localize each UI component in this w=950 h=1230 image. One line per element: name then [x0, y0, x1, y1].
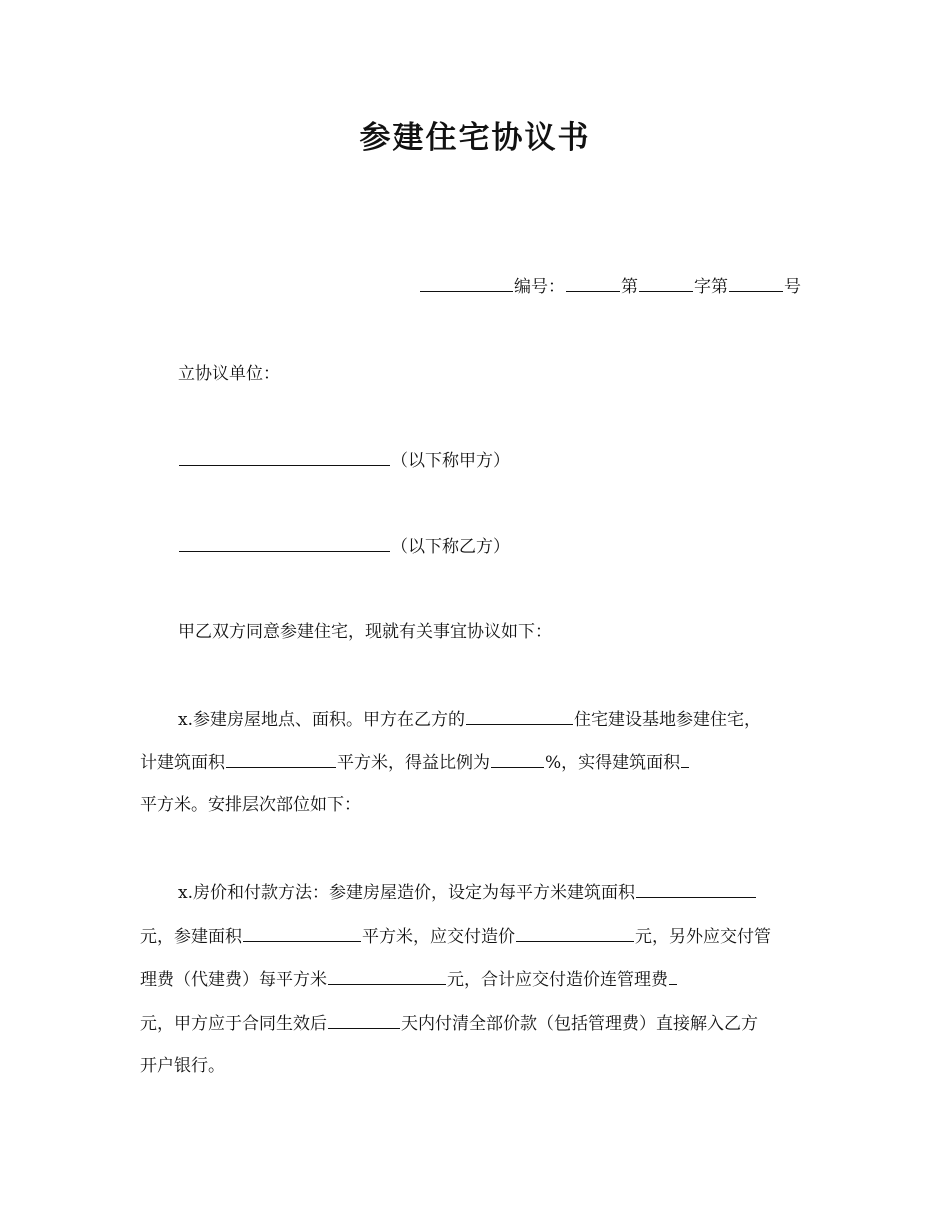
party-a-suffix: （以下称甲方） — [391, 451, 510, 471]
clause2-line2 — [140, 922, 771, 950]
clause2-line4 — [140, 1009, 758, 1037]
clause2-text-7: 元，甲方应于合同生效后 — [140, 1014, 327, 1034]
clause2-text-2: 元，参建面积 — [140, 927, 242, 947]
clause2-text-3: 平方米，应交付造价 — [362, 927, 515, 947]
number-label: 编号： — [514, 277, 565, 297]
blank-number-2[interactable] — [639, 272, 693, 292]
blank-number-1[interactable] — [566, 272, 620, 292]
number-hao: 号 — [784, 277, 801, 297]
blank-prefix[interactable] — [420, 272, 513, 292]
blank-number-3[interactable] — [729, 272, 783, 292]
clause2-line1 — [178, 878, 757, 906]
party-a-line — [178, 446, 510, 474]
clause2-line5: 开户银行。 — [140, 1056, 225, 1076]
number-line — [419, 272, 801, 300]
blank-total-cost[interactable] — [516, 922, 634, 942]
party-b-line — [178, 532, 510, 560]
document-title: 参建住宅协议书 — [359, 120, 591, 156]
blank-unit-price[interactable] — [636, 878, 756, 898]
blank-area[interactable] — [226, 748, 336, 768]
clause1-text-3: 计建筑面积 — [140, 753, 225, 773]
clause1-text-5: %，实得建筑面积 — [545, 753, 681, 773]
clause2-text-8: 天内付清全部价款（包括管理费）直接解入乙方 — [401, 1014, 758, 1034]
clause1-line1 — [178, 705, 761, 733]
blank-grand-total[interactable] — [669, 965, 677, 985]
clause1-line3: 平方米。安排层次部位如下： — [140, 795, 361, 815]
clause1-text-1: x.参建房屋地点、面积。甲方在乙方的 — [178, 710, 465, 730]
blank-ratio[interactable] — [491, 748, 544, 768]
clause2-text-6: 元，合计应交付造价连管理费 — [447, 970, 668, 990]
clause1-text-2: 住宅建设基地参建住宅， — [574, 710, 761, 730]
clause1-text-4: 平方米，得益比例为 — [337, 753, 490, 773]
blank-participate-area[interactable] — [243, 922, 361, 942]
number-zidi: 字第 — [694, 277, 728, 297]
clause2-text-5: 理费（代建费）每平方米 — [140, 970, 327, 990]
clause1-line2 — [140, 748, 690, 776]
parties-label: 立协议单位： — [178, 364, 280, 384]
number-di: 第 — [621, 277, 638, 297]
blank-days[interactable] — [328, 1009, 400, 1029]
clause2-line3 — [140, 965, 678, 993]
blank-party-a[interactable] — [179, 446, 390, 466]
intro-text: 甲乙双方同意参建住宅，现就有关事宜协议如下： — [178, 622, 552, 642]
blank-actual-area[interactable] — [681, 748, 689, 768]
blank-management-fee[interactable] — [328, 965, 446, 985]
clause2-text-4: 元，另外应交付管 — [635, 927, 771, 947]
blank-location[interactable] — [466, 705, 573, 725]
party-b-suffix: （以下称乙方） — [391, 537, 510, 557]
blank-party-b[interactable] — [179, 532, 390, 552]
clause2-text-1: x.房价和付款方法：参建房屋造价，设定为每平方米建筑面积 — [178, 883, 635, 903]
